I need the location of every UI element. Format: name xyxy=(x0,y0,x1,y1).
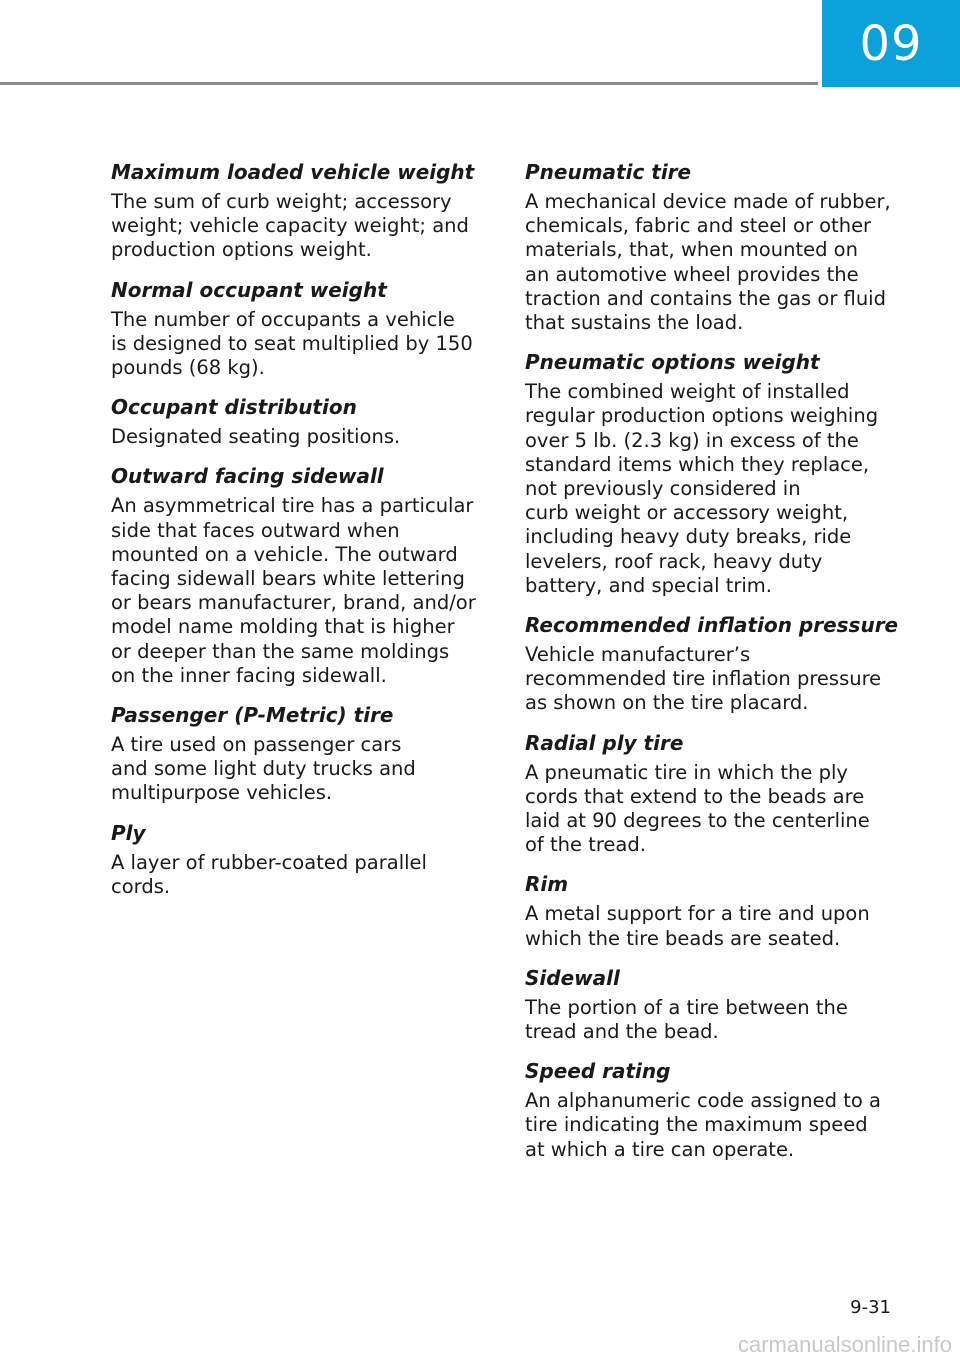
glossary-entry xyxy=(525,158,910,335)
glossary-entry xyxy=(111,276,491,381)
glossary-term: Passenger (P-Metric) tire xyxy=(111,703,394,728)
glossary-term: Recommended inflation pressure xyxy=(525,613,899,638)
glossary-term: Normal occupant weight xyxy=(111,277,387,302)
glossary-term: Speed rating xyxy=(525,1059,671,1084)
glossary-definition: The number of occupants a vehicle is designed to seat multiplied by 150 pounds (68 kg). xyxy=(111,307,473,380)
glossary-term: Pneumatic options weight xyxy=(525,350,820,375)
glossary-term: Outward facing sidewall xyxy=(111,464,384,489)
chapter-tab xyxy=(822,0,960,87)
glossary-entry xyxy=(525,611,910,716)
glossary-entry xyxy=(111,393,491,449)
glossary-definition: An asymmetrical tire has a particular side that faces outward when mounted on a vehicle. The outward facing sidewall bears white lettering or bears manufacturer, brand, and/or model name molding that is higher or deeper than the same moldings on the inner facing sidewall. xyxy=(111,494,476,687)
glossary-entry xyxy=(111,819,491,899)
glossary-entry xyxy=(111,462,491,688)
glossary-entry xyxy=(525,870,910,950)
page-number: 9-31 xyxy=(850,1297,891,1318)
left-column xyxy=(111,158,491,912)
glossary-definition: A pneumatic tire in which the ply cords that extend to the beads are laid at 90 degrees to the centerline of the tread. xyxy=(525,760,870,857)
glossary-term: Maximum loaded vehicle weight xyxy=(111,160,475,184)
header-rule xyxy=(0,82,818,85)
glossary-term: Rim xyxy=(525,872,569,897)
glossary-definition: Designated seating positions. xyxy=(111,425,401,449)
glossary-definition: A metal support for a tire and upon which the tire beads are seated. xyxy=(525,902,870,950)
glossary-entry xyxy=(525,964,910,1044)
glossary-definition: A mechanical device made of rubber, chemicals, fabric and steel or other materials, that, when mounted on an automotive wheel provides the traction and contains the gas or fluid that sustains the load. xyxy=(525,190,891,335)
glossary-term: Sidewall xyxy=(525,965,620,990)
glossary-term: Pneumatic tire xyxy=(525,160,692,184)
chapter-number: 09 xyxy=(859,15,923,72)
glossary-entry xyxy=(525,729,910,858)
glossary-definition: The sum of curb weight; accessory weight; vehicle capacity weight; and production options weight. xyxy=(111,190,469,262)
glossary-term: Occupant distribution xyxy=(111,395,357,420)
glossary-definition: An alphanumeric code assigned to a tire indicating the maximum speed at which a tire can operate. xyxy=(525,1089,881,1161)
glossary-entry xyxy=(525,1057,910,1162)
glossary-entry xyxy=(111,158,491,263)
glossary-definition: Vehicle manufacturer’s recommended tire inflation pressure as shown on the tire placard. xyxy=(525,643,882,715)
glossary-definition: A layer of rubber-coated parallel cords. xyxy=(111,850,427,898)
glossary-term: Radial ply tire xyxy=(525,730,684,755)
glossary-entry xyxy=(111,701,491,806)
watermark: carmanualsonline.info xyxy=(737,1332,952,1357)
glossary-definition: The portion of a tire between the tread and the bead. xyxy=(525,995,848,1044)
glossary-definition: The combined weight of installed regular production options weighing over 5 lb. (2.3 kg) in excess of the standard items which they replace, not previously considered in curb weight or accessory weight, including heavy duty breaks, ride levelers, roof rack, heavy duty battery, and special trim. xyxy=(525,380,879,597)
glossary-entry xyxy=(525,348,910,598)
glossary-term: Ply xyxy=(111,820,146,845)
right-column xyxy=(525,158,910,1175)
glossary-definition: A tire used on passenger cars and some light duty trucks and multipurpose vehicles. xyxy=(111,733,416,805)
